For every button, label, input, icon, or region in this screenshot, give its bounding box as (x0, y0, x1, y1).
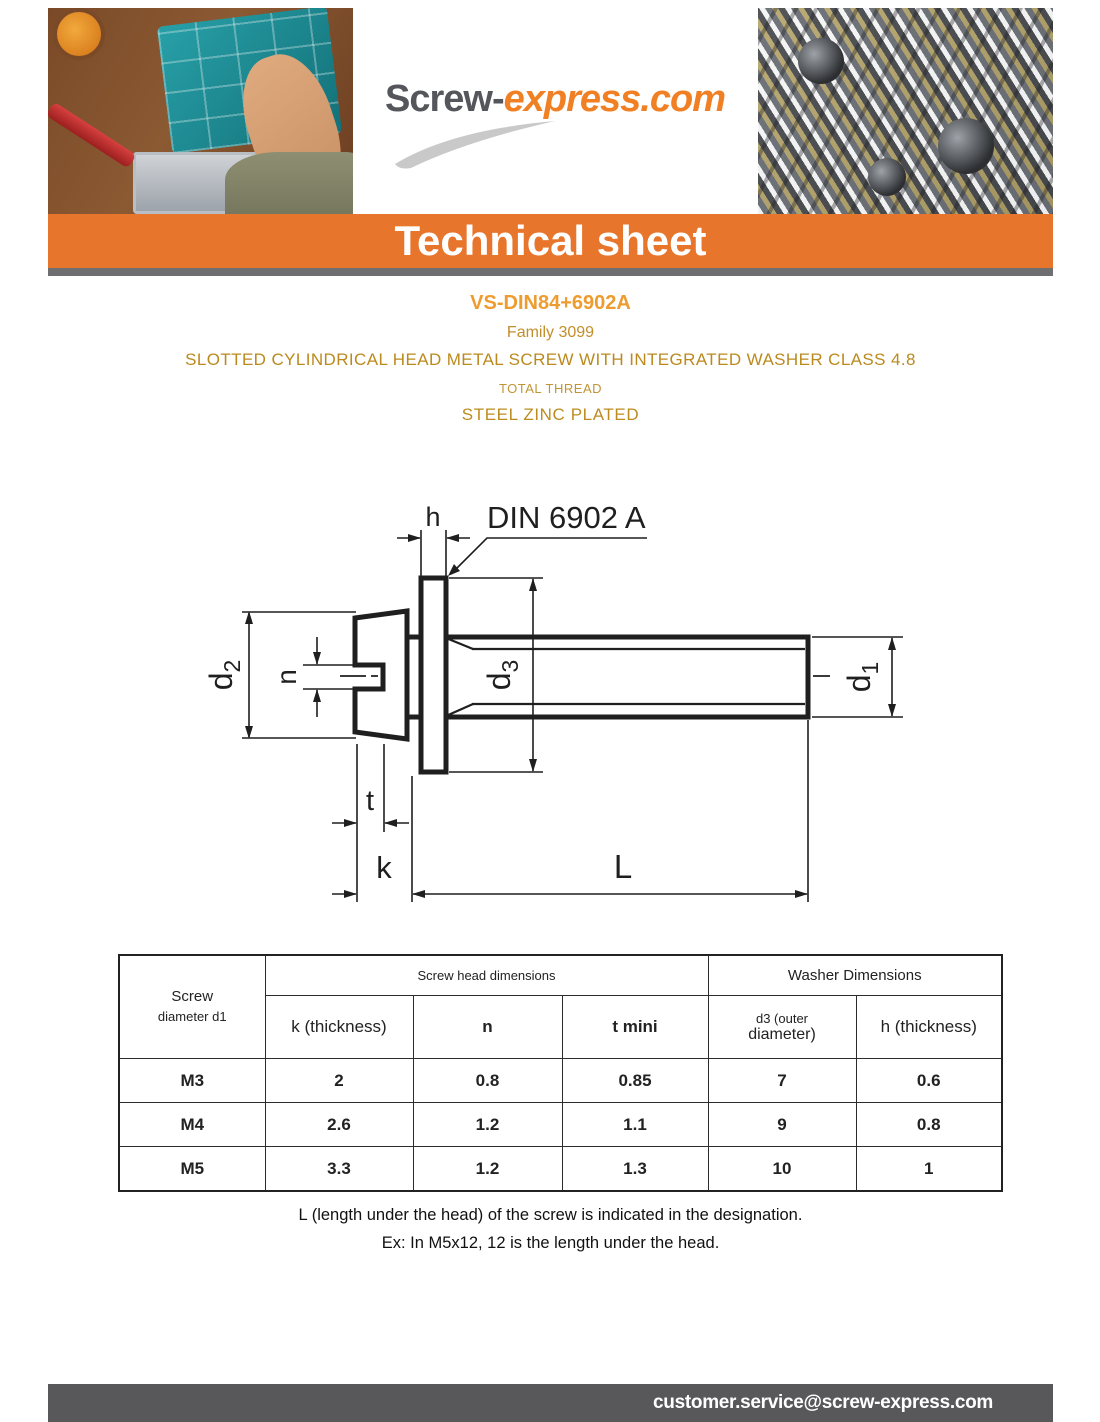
left-photo (48, 8, 353, 214)
group-header-screw-head: Screw head dimensions (265, 955, 708, 996)
cell-h: 1 (856, 1147, 1002, 1192)
decor-sleeve (225, 152, 353, 214)
decor-screw-head (868, 158, 906, 196)
title-block (48, 292, 1053, 425)
note-line2: Ex: In M5x12, 12 is the length under the head. (381, 1234, 720, 1253)
drawing-screw-head (355, 611, 407, 739)
din-callout (448, 500, 647, 576)
drawing-shank (407, 637, 808, 717)
cell-d3: 9 (708, 1103, 856, 1147)
dim-label-k: k (376, 850, 392, 885)
cell-h: 0.8 (856, 1103, 1002, 1147)
drawing-washer (421, 578, 446, 772)
cell-k: 2 (265, 1059, 413, 1103)
dim-t (332, 744, 409, 902)
footer-bar (48, 1384, 1053, 1422)
col-header-screw-diameter (119, 955, 265, 1059)
screw-express-logo (385, 78, 745, 121)
cell-n: 1.2 (413, 1147, 562, 1192)
product-description: SLOTTED CYLINDRICAL HEAD METAL SCREW WITH INTEGRATED WASHER CLASS 4.8 (185, 350, 916, 369)
cell-t: 0.85 (562, 1059, 708, 1103)
dim-label-n: n (271, 669, 302, 685)
dim-k (332, 720, 808, 902)
dim-label-d3: $d_3$ (481, 659, 523, 691)
dim-label-d2: $d_2$ (203, 659, 245, 691)
dim-L (412, 848, 808, 898)
cell-t: 1.3 (562, 1147, 708, 1192)
logo-text-express: express.com (503, 78, 725, 120)
dim-label-L: L (613, 848, 633, 885)
logo-swoosh-icon (389, 118, 559, 170)
technical-drawing (180, 480, 920, 920)
header-photo-band (48, 8, 1053, 214)
cell-t: 1.1 (562, 1103, 708, 1147)
banner-title: Technical sheet (394, 217, 707, 264)
sub-header-d3-line2: diameter) (748, 1025, 816, 1043)
cell-screw: M5 (119, 1147, 265, 1192)
decor-screw-head (798, 38, 844, 84)
cell-h: 0.6 (856, 1059, 1002, 1103)
decor-screw-head (938, 118, 994, 174)
sub-header-n: n (413, 996, 562, 1059)
material: STEEL ZINC PLATED (461, 405, 640, 424)
dim-label-h: h (425, 502, 441, 532)
sub-header-h: h (thickness) (856, 996, 1002, 1059)
product-family: Family 3099 (506, 324, 595, 341)
sub-header-d3 (708, 996, 856, 1059)
cell-screw: M3 (119, 1059, 265, 1103)
cell-n: 1.2 (413, 1103, 562, 1147)
cell-k: 2.6 (265, 1103, 413, 1147)
sub-header-k: k (thickness) (265, 996, 413, 1059)
right-photo (758, 8, 1053, 214)
dimensions-table (118, 954, 1003, 1192)
table-row-m4 (119, 1103, 1002, 1147)
thread-type: TOTAL THREAD (498, 381, 603, 396)
decor-screwdriver (48, 102, 136, 169)
dim-n (271, 637, 354, 717)
logo-zone (353, 8, 758, 214)
sub-header-t-mini: t mini (562, 996, 708, 1059)
decor-tape-measure (57, 12, 101, 56)
table-row-m3 (119, 1059, 1002, 1103)
note-line1: L (length under the head) of the screw is indicated in the designation. (298, 1206, 803, 1224)
banner (48, 214, 1053, 268)
dim-label-d1: $d_1$ (841, 661, 883, 693)
cell-d3: 10 (708, 1147, 856, 1192)
product-code: VS-DIN84+6902A (470, 292, 631, 314)
cell-d3: 7 (708, 1059, 856, 1103)
sub-header-d3-line1: d3 (outer (755, 1010, 809, 1026)
dim-d1 (812, 637, 903, 717)
decor-crosshatch (758, 8, 1053, 214)
cell-n: 0.8 (413, 1059, 562, 1103)
group-header-washer: Washer Dimensions (708, 955, 1002, 996)
logo-text-screw: Screw- (385, 78, 504, 120)
length-note (48, 1201, 1053, 1257)
email-link[interactable]: customer.service@screw-express.com (653, 1392, 993, 1413)
col-header-line2: diameter d1 (157, 1009, 227, 1024)
col-header-line1: Screw (171, 987, 214, 1005)
dim-label-t: t (365, 785, 375, 817)
cell-screw: M4 (119, 1103, 265, 1147)
divider-strip (48, 268, 1053, 276)
din-standard-label: DIN 6902 A (487, 500, 646, 535)
cell-k: 3.3 (265, 1147, 413, 1192)
table-row-m5 (119, 1147, 1002, 1192)
